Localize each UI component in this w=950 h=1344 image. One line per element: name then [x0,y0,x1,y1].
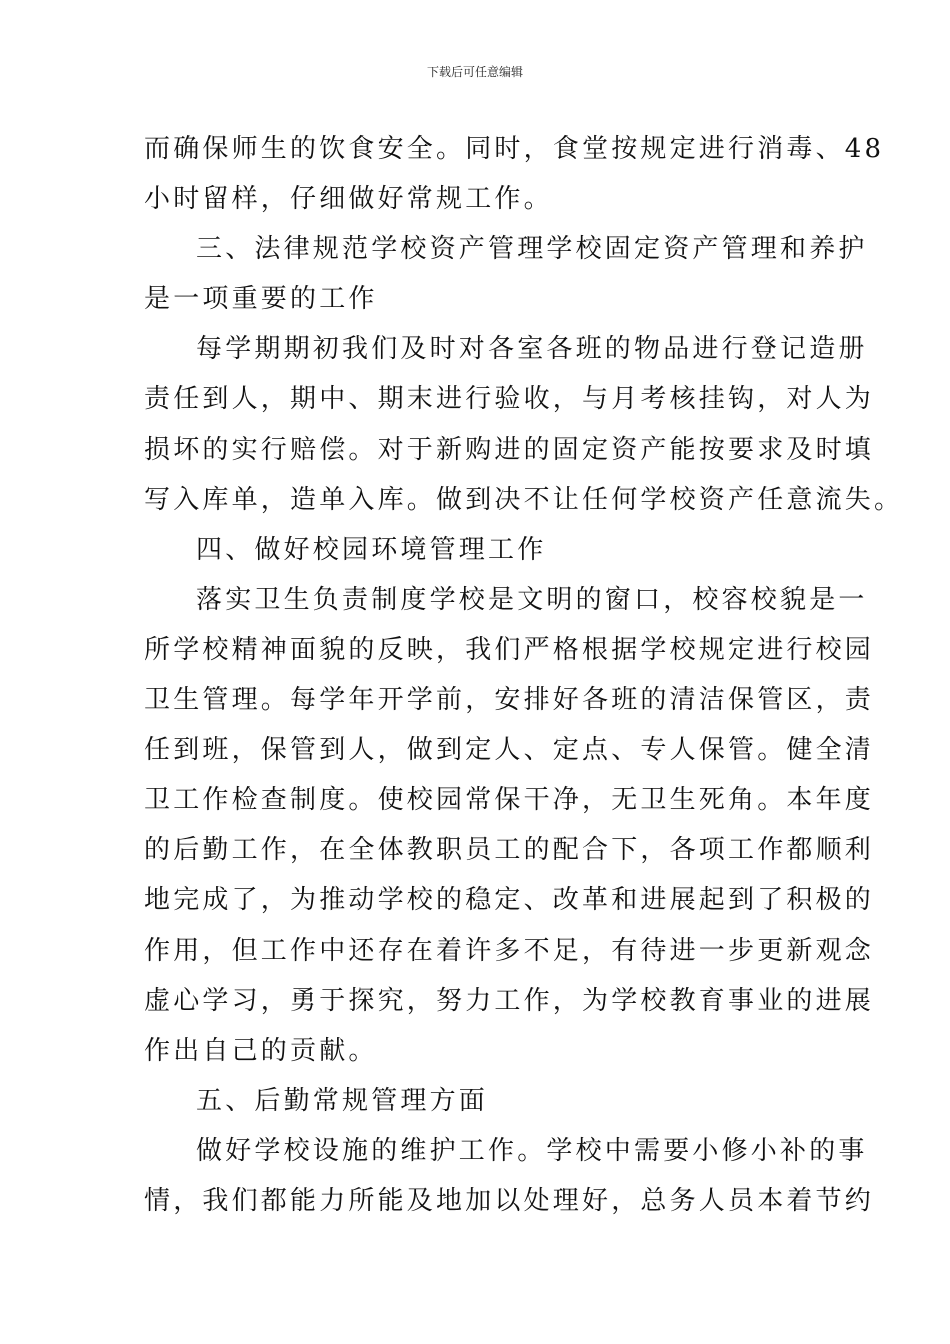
page-header-note: 下载后可任意编辑 [426,65,523,79]
text-line: 而确保师生的饮食安全。同时，食堂按规定进行消毒、48 [144,134,885,164]
text-line: 是一项重要的工作 [144,284,378,315]
text-line: 写入库单，造单入库。做到决不让任何学校资产任意流失。 [144,484,904,515]
text-line: 卫生管理。每学年开学前，安排好各班的清洁保管区，责 [144,685,875,716]
text-line: 五、后勤常规管理方面 [196,1085,489,1116]
text-line: 损坏的实行赔偿。对于新购进的固定资产能按要求及时填 [144,434,875,465]
text-line: 每学期期初我们及时对各室各班的物品进行登记造册 [196,334,868,365]
text-line: 所学校精神面貌的反映，我们严格根据学校规定进行校园 [144,634,875,665]
text-line: 卫工作检查制度。使校园常保干净，无卫生死角。本年度 [144,785,875,816]
text-line: 地完成了，为推动学校的稳定、改革和进展起到了积极的 [144,885,875,916]
text-line: 作用，但工作中还存在着许多不足，有待进一步更新观念 [144,935,875,966]
text-line: 情，我们都能力所能及地加以处理好，总务人员本着节约 [144,1185,875,1216]
text-line: 落实卫生负责制度学校是文明的窗口，校容校貌是一 [196,584,868,615]
text-line: 四、做好校园环境管理工作 [196,534,547,565]
text-line: 任到班，保管到人，做到定人、定点、专人保管。健全清 [144,735,875,766]
text-line: 虚心学习，勇于探究，努力工作，为学校教育事业的进展 [144,985,875,1016]
text-line: 作出自己的贡献。 [144,1035,378,1066]
text-line: 责任到人，期中、期末进行验收，与月考核挂钩，对人为 [144,384,875,415]
body-text [144,124,904,1226]
text-line: 的后勤工作，在全体教职员工的配合下，各项工作都顺利 [144,835,875,866]
text-line: 三、法律规范学校资产管理学校固定资产管理和养护 [196,234,868,265]
text-line: 做好学校设施的维护工作。学校中需要小修小补的事 [196,1135,868,1166]
text-line: 小时留样，仔细做好常规工作。 [144,184,553,215]
